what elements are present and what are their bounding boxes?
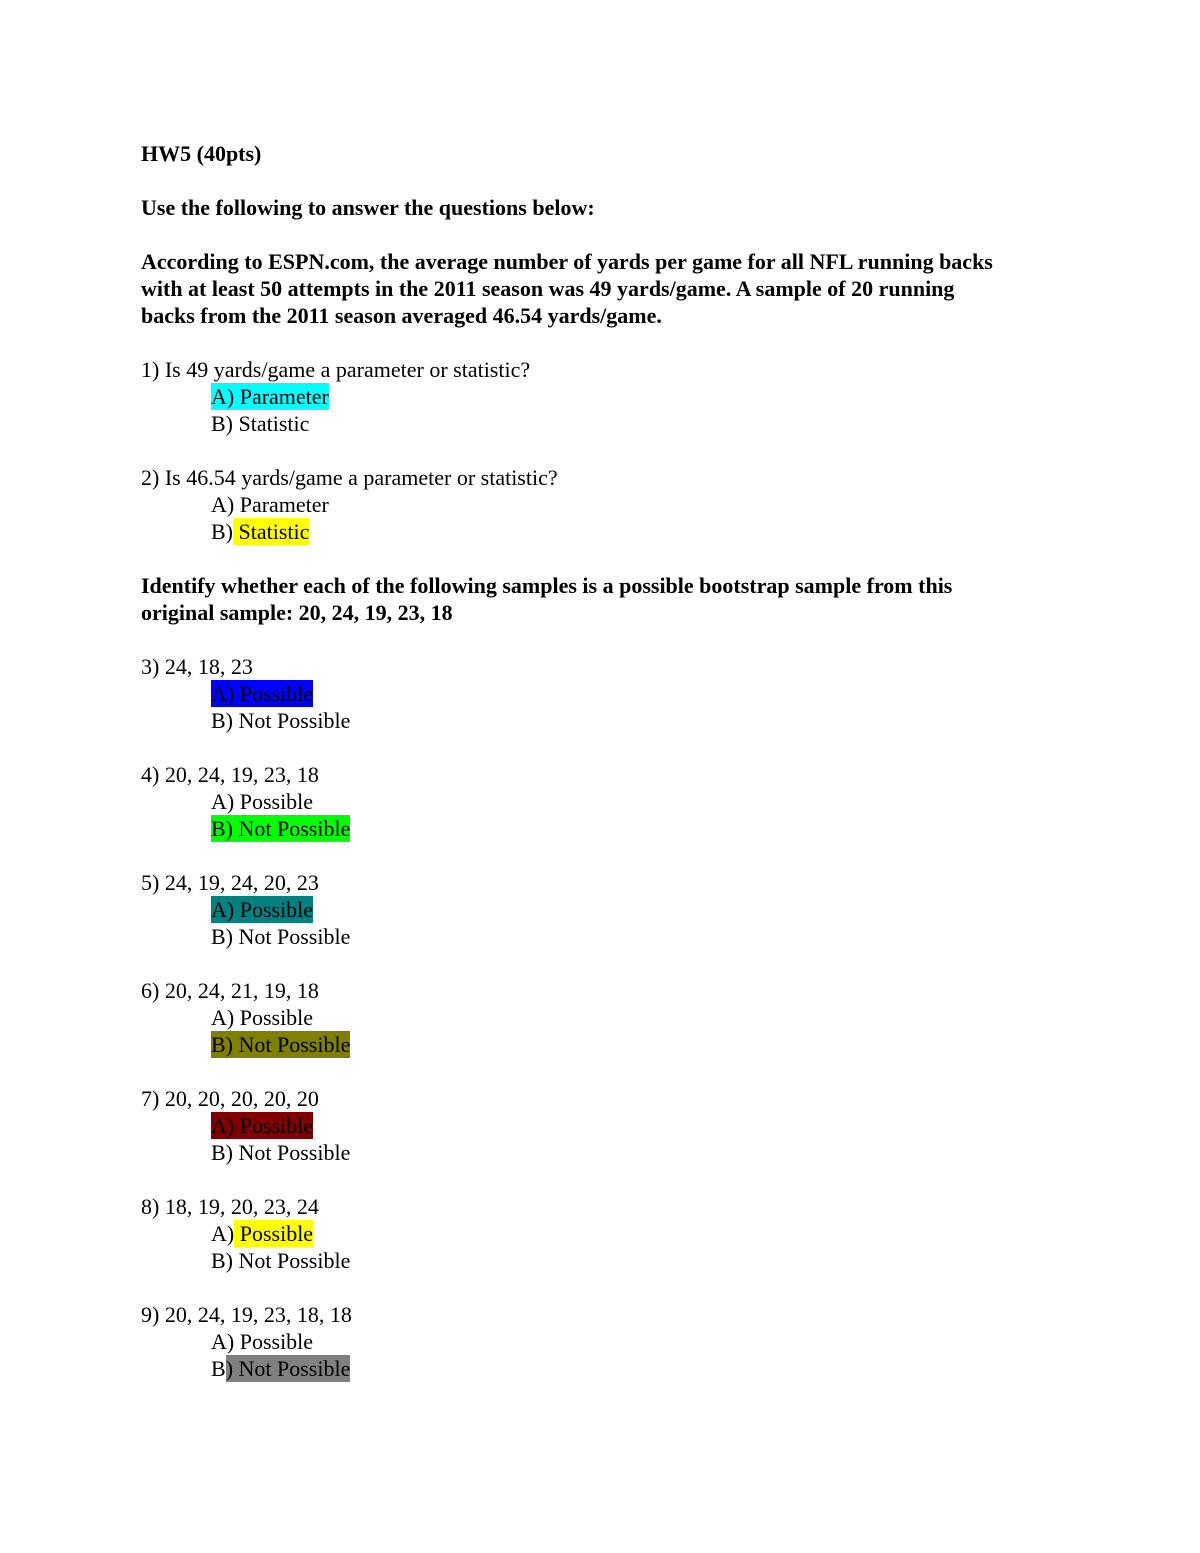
question-4: 4) 20, 24, 19, 23, 18 bbox=[141, 762, 319, 787]
q5-option-b: B) Not Possible bbox=[211, 924, 351, 949]
q8-option-a-highlight: Possible bbox=[234, 1221, 314, 1246]
q1-option-b: B) Statistic bbox=[211, 411, 310, 436]
q9-option-b-highlight: ) Not Possible bbox=[225, 1356, 351, 1381]
context-line-1: According to ESPN.com, the average number of yards per game for all NFL running backs bbox=[141, 249, 993, 274]
section-2-line-1: Identify whether each of the following samples is a possible bootstrap sample from this bbox=[141, 573, 953, 598]
q2-option-b-prefix: B) bbox=[211, 519, 233, 544]
q5-option-a bbox=[141, 896, 1071, 923]
document-page bbox=[141, 140, 1071, 1382]
document-title: HW5 (40pts) bbox=[141, 141, 262, 166]
q3-option-a-highlight: A) Possible bbox=[211, 681, 314, 706]
q1-option-a bbox=[141, 383, 1071, 410]
q8-option-b: B) Not Possible bbox=[211, 1248, 351, 1273]
context-line-3: backs from the 2011 season averaged 46.54 yards/game. bbox=[141, 303, 662, 328]
q2-option-b-highlight: Statistic bbox=[233, 519, 310, 544]
question-8: 8) 18, 19, 20, 23, 24 bbox=[141, 1194, 319, 1219]
question-9: 9) 20, 24, 19, 23, 18, 18 bbox=[141, 1302, 352, 1327]
q2-option-a: A) Parameter bbox=[211, 492, 329, 517]
question-1: 1) Is 49 yards/game a parameter or statistic? bbox=[141, 357, 531, 382]
q2-option-b bbox=[141, 518, 1071, 545]
q1-option-a-highlight: A) Parameter bbox=[211, 384, 329, 409]
question-6: 6) 20, 24, 21, 19, 18 bbox=[141, 978, 319, 1003]
q4-option-b-highlight: B) Not Possible bbox=[211, 816, 351, 841]
q7-option-b: B) Not Possible bbox=[211, 1140, 351, 1165]
q6-option-a: A) Possible bbox=[211, 1005, 314, 1030]
question-5: 5) 24, 19, 24, 20, 23 bbox=[141, 870, 319, 895]
question-2: 2) Is 46.54 yards/game a parameter or statistic? bbox=[141, 465, 558, 490]
q9-option-b-prefix: B bbox=[211, 1356, 226, 1381]
q4-option-a: A) Possible bbox=[211, 789, 314, 814]
q5-option-a-highlight: A) Possible bbox=[211, 897, 314, 922]
q6-option-b bbox=[141, 1031, 1071, 1058]
q7-option-a-highlight: A) Possible bbox=[211, 1113, 314, 1138]
section-2-line-2: original sample: 20, 24, 19, 23, 18 bbox=[141, 600, 453, 625]
q3-option-b: B) Not Possible bbox=[211, 708, 351, 733]
question-3: 3) 24, 18, 23 bbox=[141, 654, 253, 679]
q7-option-a bbox=[141, 1112, 1071, 1139]
q3-option-a bbox=[141, 680, 1071, 707]
q6-option-b-highlight: B) Not Possible bbox=[211, 1032, 351, 1057]
q8-option-a-prefix: A) bbox=[211, 1221, 235, 1246]
context-line-2: with at least 50 attempts in the 2011 season was 49 yards/game. A sample of 20 running bbox=[141, 276, 955, 301]
q9-option-b bbox=[141, 1355, 1071, 1382]
instructions: Use the following to answer the questions below: bbox=[141, 195, 595, 220]
question-7: 7) 20, 20, 20, 20, 20 bbox=[141, 1086, 319, 1111]
q9-option-a: A) Possible bbox=[211, 1329, 314, 1354]
q4-option-b bbox=[141, 815, 1071, 842]
q8-option-a bbox=[141, 1220, 1071, 1247]
